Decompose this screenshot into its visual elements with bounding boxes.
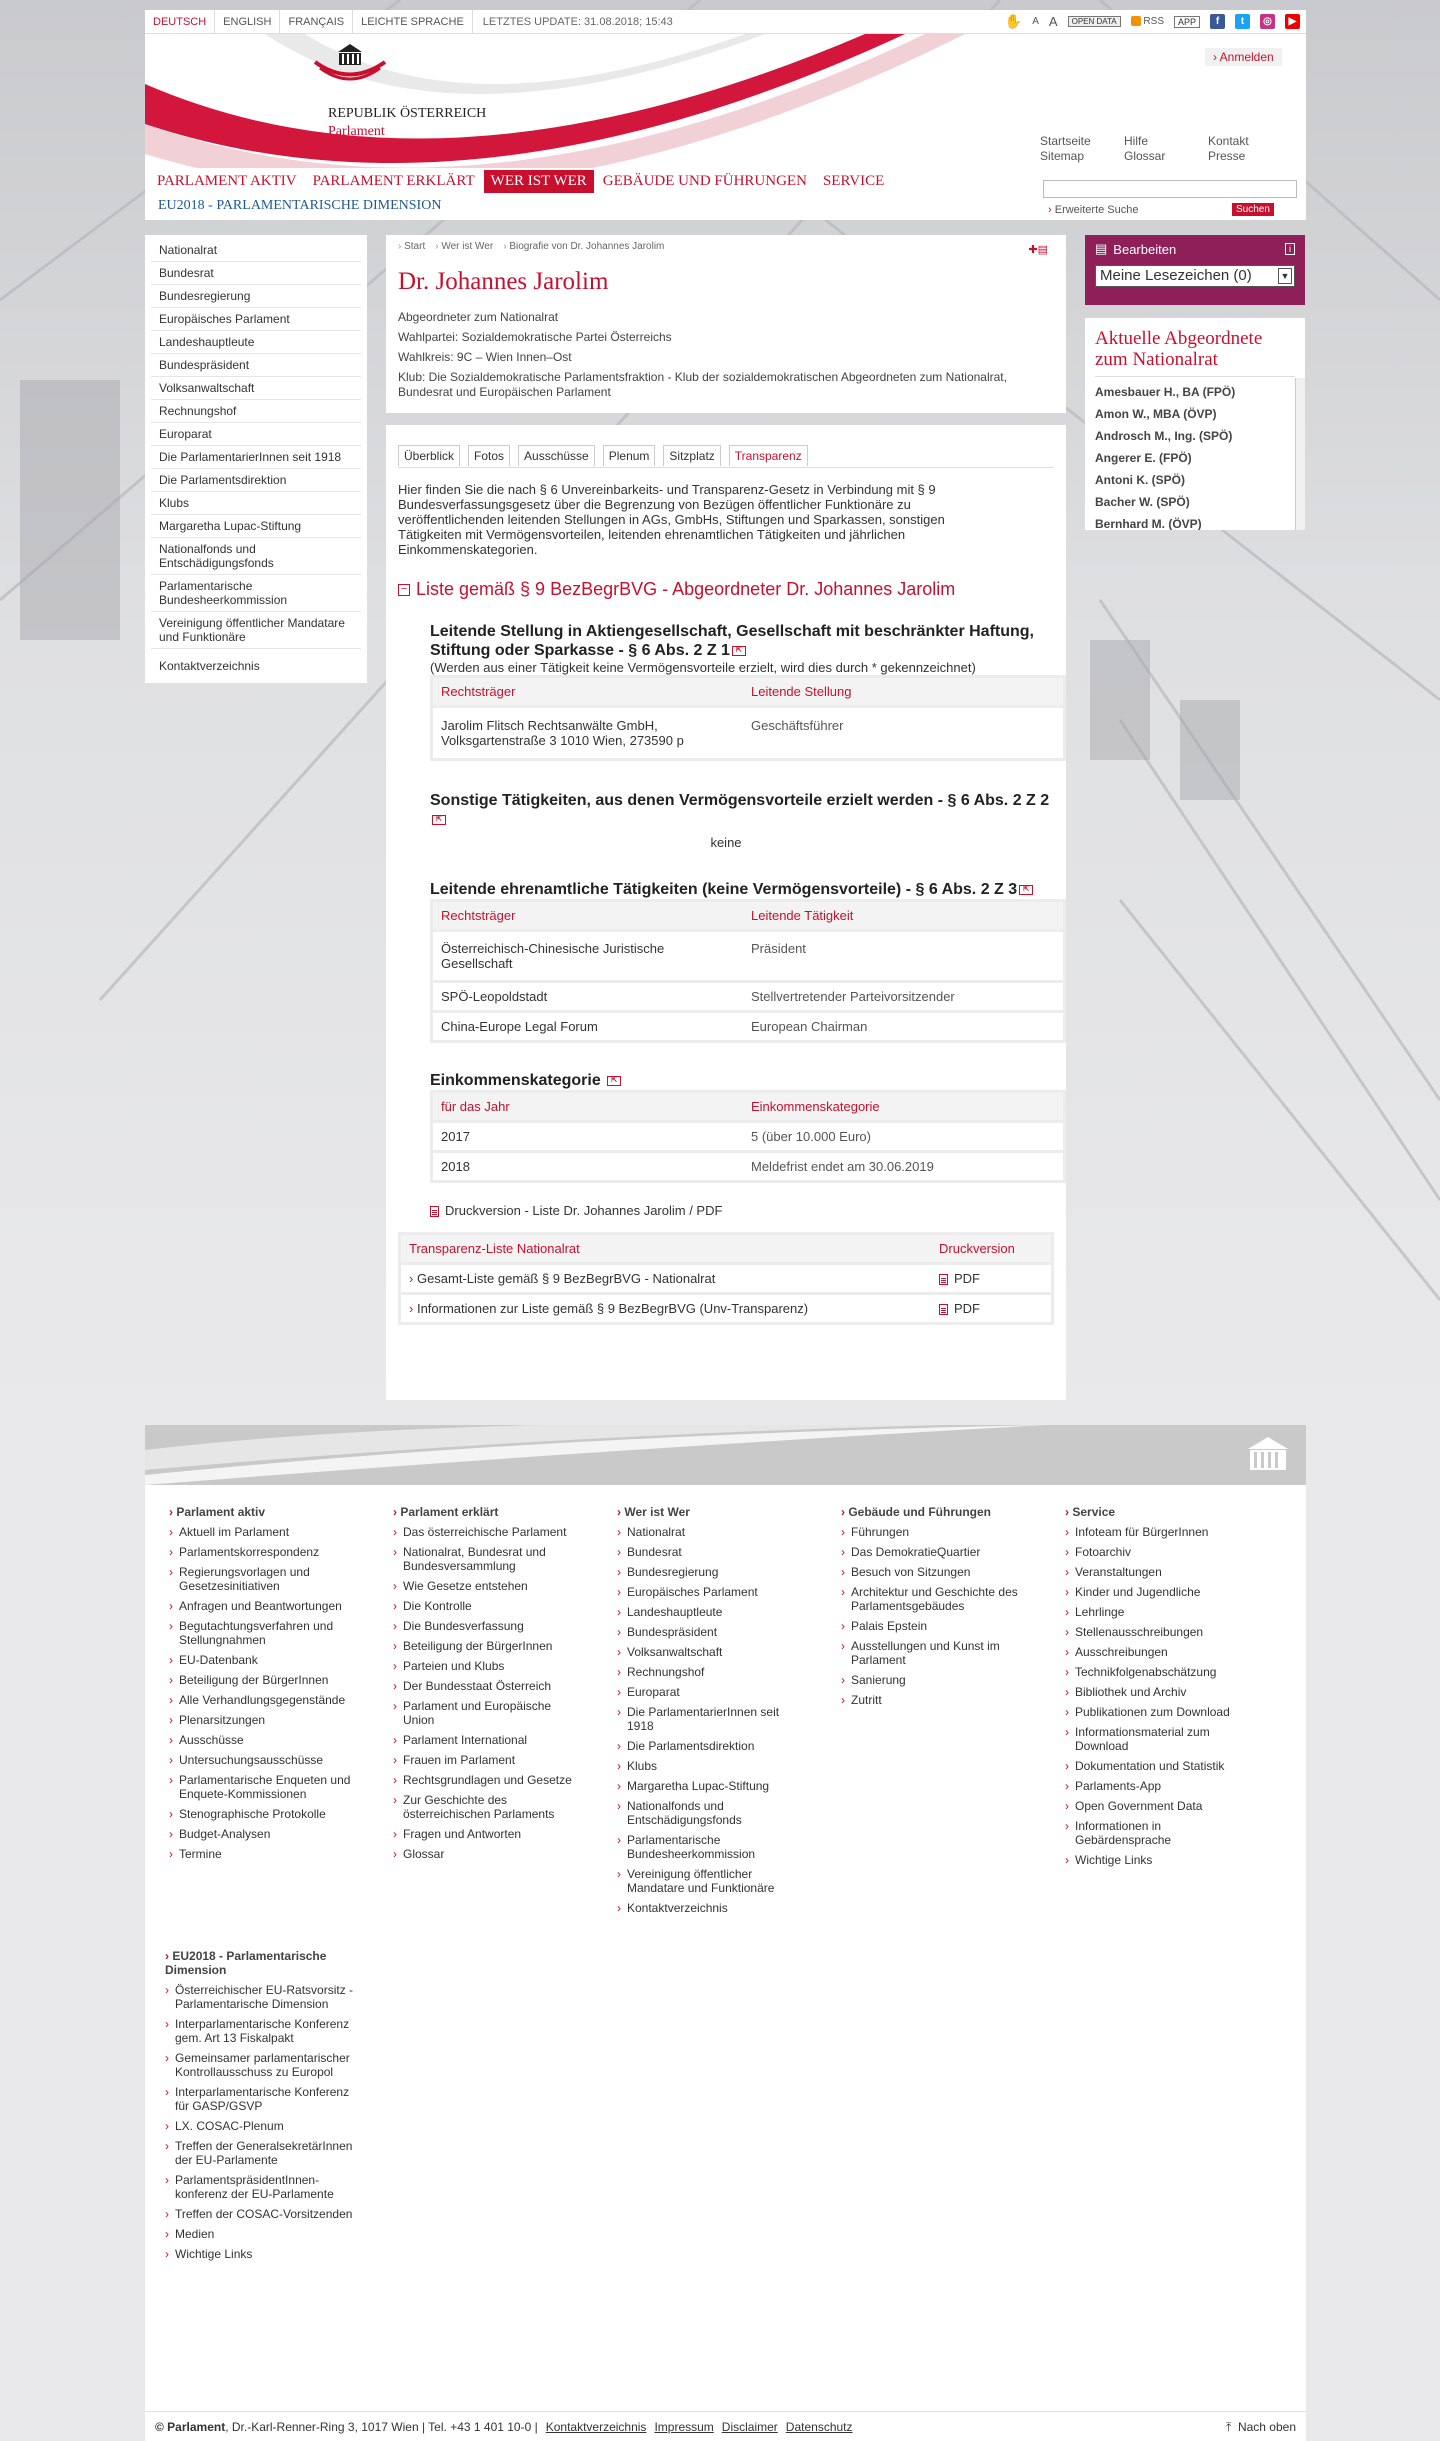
footer-link[interactable]: › Palais Epstein <box>841 1619 1041 1633</box>
section3-table <box>430 899 1066 1043</box>
footer-link[interactable]: › Regierungsvorlagen und Gesetzesinitiativen <box>169 1565 369 1593</box>
list-title: Liste gemäß § 9 BezBegrBVG - Abgeordneter Dr. Johannes Jarolim <box>416 579 956 599</box>
print-label: Druckversion - Liste Dr. Johannes Jarolim / PDF <box>445 1203 723 1218</box>
footer-link[interactable]: › Plenarsitzungen <box>169 1713 369 1727</box>
footer-col-erklaert <box>393 1505 583 1867</box>
pdf-label: PDF <box>954 1271 980 1286</box>
footer-link[interactable]: › Glossar <box>393 1847 583 1861</box>
footer-link[interactable]: › Dokumentation und Statistik <box>1065 1759 1255 1773</box>
footer-link[interactable]: › Parteien und Klubs <box>393 1659 583 1673</box>
list-heading[interactable] <box>398 579 1054 600</box>
footer-link[interactable]: › Wichtige Links <box>165 2247 361 2261</box>
footer-link[interactable]: › Treffen der COSAC-Vorsitzenden <box>165 2207 361 2221</box>
footer-link[interactable]: › Wichtige Links <box>1065 1853 1255 1867</box>
footer-link[interactable]: › Begutachtungsverfahren und Stellungnahmen <box>169 1619 369 1647</box>
pdf-label: PDF <box>954 1301 980 1316</box>
twitter-icon[interactable]: t <box>1235 14 1250 29</box>
footer-link[interactable]: › Zur Geschichte des österreichischen Parlaments <box>393 1793 583 1821</box>
footer-heading[interactable]: › EU2018 - Parlamentarische Dimension <box>165 1949 361 1977</box>
pdf-icon <box>939 1304 948 1315</box>
table-cell: Österreichisch-Chinesische Juristische Gesellschaft <box>433 932 743 980</box>
current-members-panel <box>1085 318 1305 530</box>
table-cell: Meldefrist endet am 30.06.2019 <box>743 1153 1063 1180</box>
footer-link[interactable]: › Ausschreibungen <box>1065 1645 1255 1659</box>
bookmarks-select[interactable] <box>1095 265 1295 287</box>
list-link[interactable]: › Informationen zur Liste gemäß § 9 BezBegrBVG (Unv-Transparenz) <box>401 1295 931 1322</box>
rss-link[interactable] <box>1131 16 1164 27</box>
member-link[interactable]: Bacher W. (SPÖ) <box>1095 495 1190 509</box>
footer-link[interactable]: › Ausstellungen und Kunst im Parlament <box>841 1639 1041 1667</box>
external-link-icon[interactable]: ⇱ <box>607 1076 621 1086</box>
footer-col-aktiv <box>169 1505 369 1867</box>
sidebar-item[interactable]: Klubs <box>151 492 361 515</box>
footer-bottom <box>145 2411 1306 2441</box>
pdf-icon <box>939 1274 948 1285</box>
nav-wer-ist-wer[interactable]: WER IST WER <box>484 170 594 193</box>
breadcrumb-current: › Biografie von Dr. Johannes Jarolim <box>503 241 664 252</box>
footer-link[interactable]: › Landeshauptleute <box>617 1605 807 1619</box>
table-row <box>433 1153 1063 1180</box>
pdf-icon <box>430 1206 439 1217</box>
footer-link[interactable]: › Informationsmaterial zum Download <box>1065 1725 1255 1753</box>
section1-title: Leitende Stellung in Aktiengesellschaft, Gesellschaft mit beschränkter Haftung, Stiftung oder Sparkasse - § 6 Abs. 2 Z 1 <box>430 623 1034 659</box>
footer-link[interactable]: › Die Parlamentsdirektion <box>617 1739 807 1753</box>
table-cell: 5 (über 10.000 Euro) <box>743 1123 1063 1150</box>
sidebar-item[interactable]: Parlamentarische Bundesheerkommission <box>151 575 361 612</box>
footer-link-datenschutz[interactable]: Datenschutz <box>785 2420 853 2434</box>
header-link-presse[interactable]: Presse <box>1208 149 1246 163</box>
nav-service[interactable]: SERVICE <box>822 172 885 189</box>
footer-link[interactable]: › Beteiligung der BürgerInnen <box>393 1639 583 1653</box>
footer-link[interactable]: › Nationalrat <box>617 1525 807 1539</box>
tab-transparenz[interactable]: Transparenz <box>729 445 808 466</box>
tab-plenum[interactable]: Plenum <box>603 445 656 466</box>
footer-link[interactable]: › Europarat <box>617 1685 807 1699</box>
footer-link[interactable]: › Parlamentskorrespondenz <box>169 1545 369 1559</box>
table-row <box>401 1265 1051 1292</box>
footer-link[interactable]: › Führungen <box>841 1525 1041 1539</box>
footer-link[interactable]: › Bibliothek und Archiv <box>1065 1685 1255 1699</box>
footer-link[interactable]: › Parlamentarische Bundesheerkommission <box>617 1833 807 1861</box>
column-header: Einkommenskategorie <box>743 1093 1063 1120</box>
back-to-top-link[interactable] <box>1226 2420 1296 2433</box>
back-to-top-label: Nach oben <box>1237 2420 1296 2434</box>
footer-col-service <box>1065 1505 1255 1873</box>
footer-link[interactable]: › Das österreichische Parlament <box>393 1525 583 1539</box>
footer-link[interactable]: › Europäisches Parlament <box>617 1585 807 1599</box>
table-row <box>433 708 1063 758</box>
breadcrumb <box>398 241 1054 252</box>
sidebar-item[interactable]: Landeshauptleute <box>151 331 361 354</box>
chevron-down-icon: ▼ <box>1278 268 1292 284</box>
top-bar <box>145 10 1306 34</box>
footer-heading[interactable]: › Parlament aktiv <box>169 1505 369 1519</box>
tab-bar <box>398 445 1054 468</box>
external-link-icon[interactable]: ⇱ <box>732 646 746 656</box>
external-link-icon[interactable]: ⇱ <box>1019 885 1033 895</box>
footer-link[interactable]: › Kontaktverzeichnis <box>617 1901 807 1915</box>
address: , Dr.-Karl-Renner-Ring 3, 1017 Wien | Tel. +43 1 401 10-0 | <box>225 2420 538 2434</box>
lang-francais[interactable]: FRANÇAIS <box>280 10 353 34</box>
intro-text: Hier finden Sie die nach § 6 Unvereinbarkeits- und Transparenz-Gesetz in Verbindung mit § 9 Bundesverfassungsgesetz über die Begrenzung von Bezügen öffentlicher Funktionäre zu veröffentlichenden leitenden Stellungen in AGs, GmbHs, Stiftungen und Sparkassen, sonstigen Tätigkeiten mit Vermögensvorteilen, leitenden ehrenamtlichen Tätigkeiten und jährlichen Einkommenskategorien. <box>398 482 945 557</box>
footer-link[interactable]: › Stellenausschreibungen <box>1065 1625 1255 1639</box>
table-cell: 2018 <box>433 1153 743 1180</box>
breadcrumb-wer-ist-wer[interactable]: › Wer ist Wer <box>435 241 493 252</box>
footer-link[interactable]: › Infoteam für BürgerInnen <box>1065 1525 1255 1539</box>
footer-link[interactable]: › Das DemokratieQuartier <box>841 1545 1041 1559</box>
sidebar-item[interactable]: Volksanwaltschaft <box>151 377 361 400</box>
table-row <box>401 1295 1051 1322</box>
person-header <box>386 235 1066 413</box>
sidebar-item[interactable]: Europäisches Parlament <box>151 308 361 331</box>
footer-col-wer <box>617 1505 807 1921</box>
sidebar-nav <box>145 235 367 683</box>
rss-icon <box>1131 16 1141 26</box>
external-link-icon[interactable]: ⇱ <box>432 815 446 825</box>
table-row <box>433 1013 1063 1040</box>
section-title <box>430 880 1054 899</box>
footer-link[interactable]: › Volksanwaltschaft <box>617 1645 807 1659</box>
table-row <box>433 983 1063 1010</box>
footer-link-impressum[interactable]: Impressum <box>654 2420 714 2434</box>
footer-link[interactable]: › Technikfolgenabschätzung <box>1065 1665 1255 1679</box>
footer-link[interactable]: › Rechtsgrundlagen und Gesetze <box>393 1773 583 1787</box>
column-header: Leitende Stellung <box>743 678 1063 705</box>
sidebar-item[interactable]: Die ParlamentarierInnen seit 1918 <box>151 446 361 469</box>
list-link-label: Gesamt-Liste gemäß § 9 BezBegrBVG - Nationalrat <box>416 1271 716 1286</box>
last-update: LETZTES UPDATE: 31.08.2018; 15:43 <box>482 15 673 28</box>
footer-link[interactable]: › Die Kontrolle <box>393 1599 583 1613</box>
footer-link[interactable]: › Aktuell im Parlament <box>169 1525 369 1539</box>
sidebar-item[interactable]: Die Parlamentsdirektion <box>151 469 361 492</box>
tab-ausschuesse[interactable]: Ausschüsse <box>518 445 595 466</box>
footer-link[interactable]: › Anfragen und Beantwortungen <box>169 1599 369 1613</box>
nav-parlament-erklaert[interactable]: PARLAMENT ERKLÄRT <box>312 172 475 189</box>
sidebar-item[interactable]: Vereinigung öffentlicher Mandatare und Funktionäre <box>151 612 361 649</box>
page-title: Dr. Johannes Jarolim <box>398 268 609 295</box>
footer-link[interactable]: › Interparlamentarische Konferenz gem. Art 13 Fiskalpakt <box>165 2017 361 2045</box>
table-cell: SPÖ-Leopoldstadt <box>433 983 743 1010</box>
pdf-link[interactable] <box>931 1265 1051 1292</box>
footer-link[interactable]: › Kinder und Jugendliche <box>1065 1585 1255 1599</box>
bookmark-add-icon[interactable]: ✚▤ <box>1028 244 1048 256</box>
sidebar-item[interactable]: Europarat <box>151 423 361 446</box>
login-label: Anmelden <box>1219 50 1274 64</box>
collapse-icon[interactable]: − <box>398 584 410 596</box>
table-cell: European Chairman <box>743 1013 1063 1040</box>
parliament-logo-icon[interactable] <box>310 42 390 82</box>
footer-link[interactable]: › Budget-Analysen <box>169 1827 369 1841</box>
header-link-hilfe[interactable]: Hilfe <box>1124 134 1149 148</box>
footer-link[interactable]: › Die Bundesverfassung <box>393 1619 583 1633</box>
header-link-sitemap[interactable]: Sitemap <box>1040 149 1085 163</box>
footer-link[interactable]: › Bundespräsident <box>617 1625 807 1639</box>
site-footer <box>145 1425 1306 2441</box>
footer-link[interactable]: › Bundesrat <box>617 1545 807 1559</box>
section3-title: Leitende ehrenamtliche Tätigkeiten (keine Vermögensvorteile) - § 6 Abs. 2 Z 3 <box>430 881 1018 898</box>
column-header: Rechtsträger <box>433 902 743 929</box>
footer-link-disclaimer[interactable]: Disclaimer <box>721 2420 778 2434</box>
table-cell: Präsident <box>743 932 1063 980</box>
advanced-search-link[interactable]: › Erweiterte Suche <box>1048 204 1139 216</box>
footer-link[interactable]: › Frauen im Parlament <box>393 1753 583 1767</box>
footer-heading[interactable]: › Gebäude und Führungen <box>841 1505 1041 1519</box>
section4-title: Einkommenskategorie <box>430 1072 601 1089</box>
login-link[interactable]: › Anmelden <box>1205 48 1282 66</box>
instagram-icon[interactable]: ◎ <box>1260 14 1275 29</box>
footer-link[interactable]: › Lehrlinge <box>1065 1605 1255 1619</box>
font-large-button[interactable]: A <box>1048 14 1058 29</box>
font-small-button[interactable]: A <box>1032 16 1039 27</box>
arrow-up-icon: ⤒ <box>1225 2420 1232 2434</box>
sidebar-item[interactable]: Kontaktverzeichnis <box>159 659 260 673</box>
footer-link[interactable]: › Die ParlamentarierInnen seit 1918 <box>617 1705 807 1733</box>
nav-gebaeude[interactable]: GEBÄUDE UND FÜHRUNGEN <box>602 172 807 189</box>
bookmark-icon: ▤ <box>1095 241 1108 256</box>
column-header: für das Jahr <box>433 1093 743 1120</box>
footer-link[interactable]: › Open Government Data <box>1065 1799 1255 1813</box>
footer-link[interactable]: › Zutritt <box>841 1693 1041 1707</box>
footer-link[interactable]: › Fragen und Antworten <box>393 1827 583 1841</box>
sidebar-item[interactable]: Nationalfonds und Entschädigungsfonds <box>151 538 361 575</box>
footer-col-gebaeude <box>841 1505 1041 1713</box>
transparency-list-table <box>398 1232 1054 1325</box>
column-header: Transparenz-Liste Nationalrat <box>401 1235 931 1262</box>
footer-heading[interactable]: › Wer ist Wer <box>617 1505 807 1519</box>
tab-sitzplatz[interactable]: Sitzplatz <box>663 445 720 466</box>
app-link[interactable]: APP <box>1174 16 1200 28</box>
nav-parlament-aktiv[interactable]: PARLAMENT AKTIV <box>157 172 297 189</box>
header-link-kontakt[interactable]: Kontakt <box>1208 134 1249 148</box>
copyright: © Parlament <box>155 2420 226 2434</box>
footer-link[interactable]: › Der Bundesstaat Österreich <box>393 1679 583 1693</box>
footer-link[interactable]: › Beteiligung der BürgerInnen <box>169 1673 369 1687</box>
footer-link[interactable]: › Fotoarchiv <box>1065 1545 1255 1559</box>
section1-note: (Werden aus einer Tätigkeit keine Vermögensvorteile erzielt, wird dies durch * gekennzeichnet) <box>430 660 976 675</box>
footer-link[interactable]: › Parlaments-App <box>1065 1779 1255 1793</box>
section4-table <box>430 1090 1066 1183</box>
sidebar-item[interactable]: Bundesregierung <box>151 285 361 308</box>
section-title <box>430 791 1054 829</box>
footer-link[interactable]: › Publikationen zum Download <box>1065 1705 1255 1719</box>
site-subtitle: Parlament <box>328 124 385 139</box>
footer-link[interactable]: › Untersuchungsausschüsse <box>169 1753 369 1767</box>
footer-link[interactable]: › Gemeinsamer parlamentarischer Kontrollausschuss zu Europol <box>165 2051 361 2079</box>
lang-english[interactable]: ENGLISH <box>215 10 280 34</box>
transparency-panel <box>386 425 1066 1400</box>
list-link-label: Informationen zur Liste gemäß § 9 BezBegrBVG (Unv-Transparenz) <box>416 1301 809 1316</box>
footer-link[interactable]: › Architektur und Geschichte des Parlamentsgebäudes <box>841 1585 1041 1613</box>
footer-link[interactable]: › Parlament und Europäische Union <box>393 1699 583 1727</box>
youtube-icon[interactable]: ▶ <box>1285 14 1300 29</box>
search-input[interactable] <box>1043 180 1297 198</box>
column-header: Rechtsträger <box>433 678 743 705</box>
scrollbar[interactable] <box>1295 378 1305 530</box>
list-link[interactable]: › Gesamt-Liste gemäß § 9 BezBegrBVG - Nationalrat <box>401 1265 931 1292</box>
sidebar-item[interactable]: Rechnungshof <box>151 400 361 423</box>
members-title: Aktuelle Abgeordnete zum Nationalrat <box>1095 328 1295 377</box>
search-area <box>1040 168 1306 220</box>
footer-link[interactable]: › Bundesregierung <box>617 1565 807 1579</box>
footer-heading[interactable]: › Parlament erklärt <box>393 1505 583 1519</box>
footer-band <box>145 1425 1306 1485</box>
footer-link-kontakt[interactable]: Kontaktverzeichnis <box>545 2420 647 2434</box>
nav-eu2018[interactable]: EU2018 - PARLAMENTARISCHE DIMENSION <box>145 194 1040 220</box>
facebook-icon[interactable]: f <box>1210 14 1225 29</box>
edit-label[interactable]: Bearbeiten <box>1113 241 1177 257</box>
footer-col-eu2018 <box>165 1949 361 2267</box>
table-cell: Geschäftsführer <box>743 708 1063 758</box>
member-link[interactable]: Angerer E. (FPÖ) <box>1095 451 1192 465</box>
footer-link[interactable]: › Stenographische Protokolle <box>169 1807 369 1821</box>
member-link[interactable]: Amon W., MBA (ÖVP) <box>1095 407 1217 421</box>
person-role: Abgeordneter zum Nationalrat <box>398 310 559 324</box>
footer-parliament-icon <box>1242 1435 1294 1475</box>
sidebar-item[interactable]: Margaretha Lupac-Stiftung <box>151 515 361 538</box>
table-row <box>433 932 1063 980</box>
site-header <box>145 34 1306 168</box>
footer-link[interactable]: › Klubs <box>617 1759 807 1773</box>
section2-title: Sonstige Tätigkeiten, aus denen Vermögensvorteile erzielt werden - § 6 Abs. 2 Z 2 <box>430 792 1050 809</box>
person-party: Wahlpartei: Sozialdemokratische Partei Österreichs <box>398 330 672 344</box>
search-button[interactable]: Suchen <box>1232 203 1274 216</box>
info-icon[interactable]: i <box>1285 243 1295 255</box>
footer-link[interactable]: › LX. COSAC-Plenum <box>165 2119 361 2133</box>
table-cell: Stellvertretender Parteivorsitzender <box>743 983 1063 1010</box>
bookmarks-label: Meine Lesezeichen (0) <box>1100 267 1252 284</box>
column-header: Leitende Tätigkeit <box>743 902 1063 929</box>
footer-link[interactable]: › Nationalfonds und Entschädigungsfonds <box>617 1799 807 1827</box>
table-cell: China-Europe Legal Forum <box>433 1013 743 1040</box>
tab-ueberblick[interactable]: Überblick <box>398 445 460 466</box>
footer-link[interactable]: › Sanierung <box>841 1673 1041 1687</box>
footer-link[interactable]: › Informationen in Gebärdensprache <box>1065 1819 1255 1847</box>
footer-link[interactable]: › Parlamentarische Enqueten und Enquete-Kommissionen <box>169 1773 369 1801</box>
section-title <box>430 622 1054 660</box>
table-row <box>433 1123 1063 1150</box>
footer-link[interactable]: › Treffen der GeneralsekretärInnen der EU-Parlamente <box>165 2139 361 2167</box>
footer-link[interactable]: › Wie Gesetze entstehen <box>393 1579 583 1593</box>
rss-label: RSS <box>1143 16 1164 27</box>
pdf-link[interactable] <box>931 1295 1051 1322</box>
footer-link[interactable]: › Alle Verhandlungsgegenstände <box>169 1693 369 1707</box>
tab-fotos[interactable]: Fotos <box>468 445 510 466</box>
footer-link[interactable]: › Interparlamentarische Konferenz für GASP/GSVP <box>165 2085 361 2113</box>
header-link-startseite[interactable]: Startseite <box>1040 134 1091 148</box>
open-data-link[interactable]: OPEN DATA <box>1068 16 1121 27</box>
edit-panel <box>1085 235 1305 305</box>
section2-value: keine <box>710 835 742 850</box>
table-cell: Jarolim Flitsch Rechtsanwälte GmbH, Volksgartenstraße 3 1010 Wien, 273590 p <box>433 708 743 758</box>
footer-link[interactable]: › Nationalrat, Bundesrat und Bundesversammlung <box>393 1545 583 1573</box>
header-link-glossar[interactable]: Glossar <box>1124 149 1166 163</box>
member-link[interactable]: Amesbauer H., BA (FPÖ) <box>1095 385 1236 399</box>
section-title <box>430 1071 1054 1090</box>
sign-language-icon[interactable]: ✋ <box>1004 13 1023 29</box>
footer-link[interactable]: › ParlamentspräsidentInnen-konferenz der EU-Parlamente <box>165 2173 361 2201</box>
person-club: Klub: Die Sozialdemokratische Parlamentsfraktion - Klub der sozialdemokratischen Abgeordneten zum Nationalrat, Bundesrat und Europäischen Parlament <box>398 370 1007 399</box>
footer-link[interactable]: › Margaretha Lupac-Stiftung <box>617 1779 807 1793</box>
advanced-search-label: Erweiterte Suche <box>1054 204 1139 216</box>
footer-link[interactable]: › Vereinigung öffentlicher Mandatare und Funktionäre <box>617 1867 807 1895</box>
footer-link[interactable]: › Rechnungshof <box>617 1665 807 1679</box>
breadcrumb-start[interactable]: › Start <box>398 241 425 252</box>
footer-link[interactable]: › Ausschüsse <box>169 1733 369 1747</box>
footer-link[interactable]: › EU-Datenbank <box>169 1653 369 1667</box>
sidebar-item[interactable]: Bundespräsident <box>151 354 361 377</box>
lang-deutsch[interactable]: DEUTSCH <box>145 10 215 34</box>
column-header: Druckversion <box>931 1235 1051 1262</box>
footer-heading[interactable]: › Service <box>1065 1505 1255 1519</box>
section1-table <box>430 675 1066 761</box>
member-link[interactable]: Bernhard M. (ÖVP) <box>1095 517 1202 530</box>
member-link[interactable]: Androsch M., Ing. (SPÖ) <box>1095 429 1233 443</box>
member-link[interactable]: Antoni K. (SPÖ) <box>1095 473 1185 487</box>
footer-link[interactable]: › Veranstaltungen <box>1065 1565 1255 1579</box>
print-pdf-link[interactable] <box>430 1203 1054 1218</box>
lang-leichte-sprache[interactable]: LEICHTE SPRACHE <box>353 10 473 34</box>
sidebar-item[interactable]: Nationalrat <box>151 239 361 262</box>
footer-link[interactable]: › Termine <box>169 1847 369 1861</box>
site-title: REPUBLIK ÖSTERREICH <box>328 106 487 121</box>
table-cell: 2017 <box>433 1123 743 1150</box>
person-district: Wahlkreis: 9C – Wien Innen–Ost <box>398 350 572 364</box>
sidebar-item[interactable]: Bundesrat <box>151 262 361 285</box>
footer-link[interactable]: › Besuch von Sitzungen <box>841 1565 1041 1579</box>
footer-link[interactable]: › Medien <box>165 2227 361 2241</box>
footer-link[interactable]: › Österreichischer EU-Ratsvorsitz - Parlamentarische Dimension <box>165 1983 361 2011</box>
footer-link[interactable]: › Parlament International <box>393 1733 583 1747</box>
